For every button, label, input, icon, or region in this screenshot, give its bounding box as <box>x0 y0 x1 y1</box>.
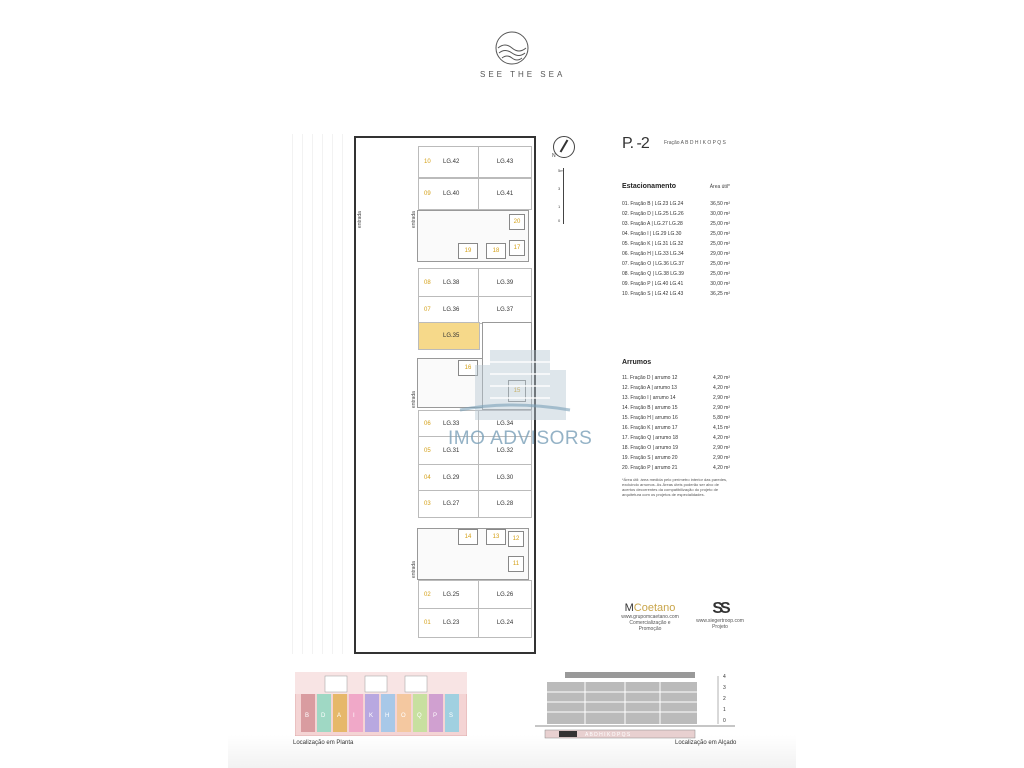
watermark-text: IMO ADVISORS <box>448 428 593 449</box>
mini-plan-core <box>365 676 387 692</box>
storage-row <box>622 373 732 383</box>
storage-row <box>622 393 732 403</box>
parking-list <box>622 199 732 299</box>
parking-label: 01. Fração B | LG.23 LG.24 <box>622 201 684 207</box>
parking-row <box>622 259 732 269</box>
elevation-level: 3 <box>723 685 726 691</box>
mini-plan-letter: Q <box>417 713 422 719</box>
bay-label: LG.32 <box>496 448 514 454</box>
parking-row <box>622 269 732 279</box>
wave-icon <box>492 30 532 66</box>
elevation-drawing <box>535 668 735 748</box>
bay-number: 03 <box>424 501 431 507</box>
bay-label: LG.33 <box>443 421 460 427</box>
ramp-label: entrada <box>357 211 363 228</box>
parking-area: 29,00 m² <box>710 251 730 257</box>
bay-label: LG.35 <box>443 333 460 339</box>
compass-icon <box>553 136 575 158</box>
storage-label: 11. Fração D | arrumo 12 <box>622 375 678 381</box>
bay-number: 01 <box>424 620 431 626</box>
ss-url: www.siegertroop.com <box>696 618 744 624</box>
entry-label-3: entrada <box>411 561 417 578</box>
parking-label: 08. Fração Q | LG.38 LG.39 <box>622 271 684 277</box>
elevation-label: Localização em Alçado <box>675 740 737 746</box>
entry-label-2: entrada <box>411 391 417 408</box>
location-plan-mini <box>295 672 467 736</box>
entry-label-1: entrada <box>411 211 417 228</box>
parking-bay-right <box>478 178 532 210</box>
storage-area: 4,20 m² <box>713 375 730 381</box>
mini-plan-letter: A <box>337 713 342 719</box>
parking-bay-left <box>418 608 480 638</box>
parking-bay-left <box>418 146 480 178</box>
parking-row <box>622 199 732 209</box>
brand-logo <box>480 30 566 79</box>
bay-label: LG.38 <box>443 280 460 286</box>
parking-label: 10. Fração S | LG.42 LG.43 <box>622 291 684 297</box>
floor-title: P. -2 <box>622 135 649 152</box>
bay-label: LG.23 <box>443 620 460 626</box>
area-note: *Área útil: área medida pelo perímetro interior das paredes, excluindo arrumos. As Áreas úteis poderão ser alvo de acertos decorrentes da compatibilização do projeto de arquitetura com os projetos de especialidades. <box>622 477 728 497</box>
parking-label: 04. Fração I | LG.29 LG.30 <box>622 231 682 237</box>
parking-title: Estacionamento <box>622 183 677 190</box>
floor-fractions: Fração A B D H I K O P Q S <box>664 140 726 146</box>
north-label: N <box>552 153 556 159</box>
storage-label: 16. Fração K | arrumo 17 <box>622 425 678 431</box>
bay-label: LG.34 <box>496 421 514 427</box>
parking-area: 25,00 m² <box>710 261 730 267</box>
parking-area: 25,00 m² <box>710 221 730 227</box>
storage-16: 16 <box>458 360 478 376</box>
storage-18: 18 <box>486 243 506 259</box>
parking-label: 05. Fração K | LG.31 LG.32 <box>622 241 684 247</box>
bay-number: 09 <box>424 191 431 197</box>
parking-bay-right <box>478 296 532 324</box>
mcoetano-brand <box>620 602 680 632</box>
storage-area: 5,80 m² <box>713 415 730 421</box>
scale-tick-3: 3 <box>558 186 561 191</box>
elevation-level: 4 <box>723 674 726 680</box>
mini-plan-letter: O <box>401 713 406 719</box>
storage-label: 18. Fração O | arrumo 19 <box>622 445 679 451</box>
bay-label: LG.27 <box>443 501 460 507</box>
parking-row <box>622 209 732 219</box>
parking-bay-left <box>418 464 480 492</box>
storage-14: 14 <box>458 529 478 545</box>
parking-area: 25,00 m² <box>710 231 730 237</box>
storage-title: Arrumos <box>622 359 652 366</box>
bay-label: LG.43 <box>496 159 514 165</box>
storage-20: 20 <box>509 214 525 230</box>
mini-plan-core <box>405 676 427 692</box>
parking-bay-left <box>418 268 480 298</box>
bay-label: LG.40 <box>443 191 460 197</box>
bay-label: LG.36 <box>443 307 460 313</box>
storage-label: 19. Fração S | arrumo 20 <box>622 455 678 461</box>
storage-row <box>622 453 732 463</box>
storage-13: 13 <box>486 529 506 545</box>
parking-bay-right <box>478 464 532 492</box>
mini-plan-letter: I <box>353 713 355 719</box>
bay-number: 08 <box>424 280 431 286</box>
bay-label: LG.42 <box>443 159 460 165</box>
parking-bay-right <box>478 146 532 178</box>
bay-label: LG.39 <box>496 280 514 286</box>
parking-area: 30,00 m² <box>710 211 730 217</box>
parking-row <box>622 249 732 259</box>
mini-plan-letter: D <box>321 713 326 719</box>
storage-area: 2,90 m² <box>713 405 730 411</box>
parking-row <box>622 289 732 299</box>
location-plan-label: Localização em Planta <box>293 740 354 746</box>
mini-plan-letter: K <box>369 713 374 719</box>
storage-11: 11 <box>508 556 524 572</box>
elevation-level: 0 <box>723 718 726 724</box>
bay-number: 05 <box>424 448 431 454</box>
storage-15: 15 <box>508 380 526 402</box>
bay-label: LG.26 <box>496 592 514 598</box>
bay-label: LG.41 <box>496 191 514 197</box>
parking-area: 25,00 m² <box>710 241 730 247</box>
bay-number: 02 <box>424 592 431 598</box>
parking-bay-left <box>418 322 480 350</box>
mini-plan-letter: S <box>449 713 454 719</box>
storage-row <box>622 433 732 443</box>
bay-number: 04 <box>424 475 431 481</box>
parking-label: 07. Fração O | LG.36 LG.37 <box>622 261 684 267</box>
storage-area: 2,90 m² <box>713 395 730 401</box>
parking-area: 25,00 m² <box>710 271 730 277</box>
bay-label: LG.31 <box>443 448 460 454</box>
parking-area: 36,50 m² <box>710 201 730 207</box>
storage-label: 17. Fração Q | arrumo 18 <box>622 435 679 441</box>
parking-bay-left <box>418 178 480 210</box>
parking-row <box>622 229 732 239</box>
storage-area: 2,90 m² <box>713 445 730 451</box>
storage-17: 17 <box>509 240 525 256</box>
brand-name: SEE THE SEA <box>480 70 566 79</box>
scale-tick-5: 5m <box>558 168 564 173</box>
storage-area: 4,20 m² <box>713 465 730 471</box>
parking-label: 09. Fração P | LG.40 LG.41 <box>622 281 684 287</box>
hatched-area <box>292 134 352 654</box>
parking-area: 36,25 m² <box>710 291 730 297</box>
mini-plan-letter: P <box>433 713 438 719</box>
mc-url: www.grupomcaetano.com <box>621 614 679 620</box>
scale-bar <box>558 168 574 224</box>
parking-label: 02. Fração D | LG.25 LG.26 <box>622 211 684 217</box>
storage-label: 14. Fração B | arrumo 15 <box>622 405 678 411</box>
storage-area: 4,20 m² <box>713 385 730 391</box>
storage-row <box>622 383 732 393</box>
storage-row <box>622 423 732 433</box>
parking-bay-right <box>478 580 532 610</box>
mini-plan-letter: B <box>305 713 310 719</box>
storage-19: 19 <box>458 243 478 259</box>
storage-label: 13. Fração I | arrumo 14 <box>622 395 676 401</box>
parking-bay-right <box>478 608 532 638</box>
storage-12: 12 <box>508 531 524 547</box>
storage-label: 12. Fração A | arrumo 13 <box>622 385 677 391</box>
storage-list <box>622 373 732 473</box>
mini-plan-cell <box>349 694 363 732</box>
ss-brand <box>695 600 745 630</box>
parking-label: 06. Fração H | LG.33 LG.34 <box>622 251 684 257</box>
mini-plan-core <box>325 676 347 692</box>
parking-bay-left <box>418 296 480 324</box>
storage-row <box>622 463 732 473</box>
ss-logo: SS <box>712 600 728 617</box>
mini-plan-letter: H <box>385 713 390 719</box>
mc-prefix: M <box>624 602 634 614</box>
storage-label: 15. Fração H | arrumo 16 <box>622 415 678 421</box>
storage-area: 2,90 m² <box>713 455 730 461</box>
ss-sub: Projeto <box>712 624 728 630</box>
bay-label: LG.30 <box>496 475 514 481</box>
bay-label: LG.28 <box>496 501 514 507</box>
parking-bay-left <box>418 580 480 610</box>
storage-area: 4,20 m² <box>713 435 730 441</box>
info-panel <box>622 135 732 497</box>
elevation-fractions: A B D H I K O P Q S <box>585 732 631 738</box>
parking-bay-right <box>478 490 532 518</box>
bay-number: 06 <box>424 421 431 427</box>
storage-area: 4,15 m² <box>713 425 730 431</box>
bay-label: LG.24 <box>496 620 514 626</box>
elevation-level: 2 <box>723 696 726 702</box>
parking-area: 30,00 m² <box>710 281 730 287</box>
storage-label: 20. Fração P | arrumo 21 <box>622 465 678 471</box>
mc-name: Coetano <box>633 602 676 614</box>
parking-bay-right <box>478 268 532 298</box>
parking-row <box>622 279 732 289</box>
parking-row <box>622 239 732 249</box>
parking-row <box>622 219 732 229</box>
bay-label: LG.37 <box>496 307 514 313</box>
parking-bay-left <box>418 490 480 518</box>
storage-row <box>622 443 732 453</box>
scale-tick-1: 1 <box>558 204 561 209</box>
parking-label: 03. Fração A | LG.27 LG.28 <box>622 221 683 227</box>
storage-row <box>622 413 732 423</box>
area-unit: Área útil* <box>709 184 730 190</box>
scale-tick-0: 0 <box>558 218 561 223</box>
mc-sub: Comercialização e Promoção <box>629 620 671 632</box>
storage-row <box>622 403 732 413</box>
bay-number: 07 <box>424 307 431 313</box>
bay-number: 10 <box>424 159 431 165</box>
bay-label: LG.25 <box>443 592 460 598</box>
elevation-level: 1 <box>723 707 726 713</box>
bay-label: LG.29 <box>443 475 460 481</box>
